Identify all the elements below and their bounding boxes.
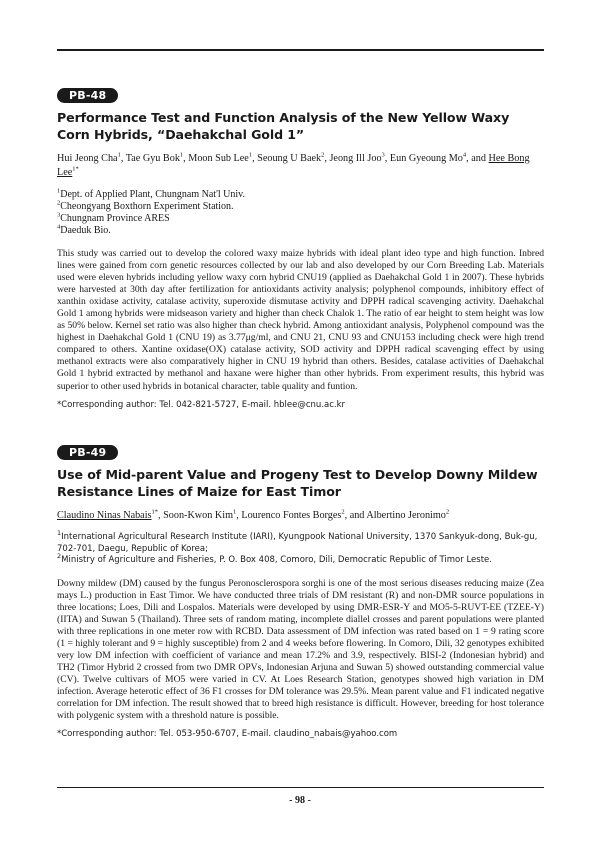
abstract-text: Downy mildew (DM) caused by the fungus Peronosclerospora sorghi is one of the most serious diseases reducing maize (Zea mays L.) production in East Timor. We have conducted three trials of DM resistant (R) and non-DMR source populations in three locations; Loes, Dili and Lospalos. Materials were developed by using DMR-ESR-Y and MO5-5-RUVT-EE (TZEE-Y) (IITA) and Suwan 5 (Thailand). Three sets of random mating, incomplete diallel crosses and parent populations were planted with three replications in one meter row with RCBD. Data assessment of DM infection was rated based on 1 = 9 rating score (1 = highly tolerant and 9 = highly susceptible) from 2 and 4 weeks before flowering. In Comoro, Dili, 32 genotypes exhibited very low DM infection with coefficient of variance and mean 17.2% and 3.9, respectively. BISI-2 (Indonesian hybrid) and TH2 (Timor Hybrid 2 crossed from two DMR OPVs, Indonesian Arjuna and Suwan 5) showed outstanding commercial value (CV). Twelve cultivars of MO5 were varied in CV. At Loes Research Station, genotypes showed high variation in DM infection. Average heterotic effect of 36 F1 crosses for DM tolerance was 29.5%. Mean parent value and F1 indicated negative correlation for DM infection. The result showed that to breed high resistance is difficult. However, breeding for host tolerance with polygenic system with a threshold nature is possible. <box>57 577 544 722</box>
article-id-badge: PB-49 <box>57 445 118 460</box>
article-title: Use of Mid-parent Value and Progeny Test to Develop Downy Mildew Resistance Lines of Maize for East Timor <box>57 467 538 499</box>
abstract-text: This study was carried out to develop the colored waxy maize hybrids with ideal plant ideo type and high function. Inbred lines were gained from corn genetic resources collected by our lab and also developed by our Corn Breeding Lab. Materials used were eleven hybrids including yellow waxy corn hybrid CNU19 (applied as Daehakchal Gold 1 in 2007). These hybrids were harvested at 30th day after fertilization for antioxidants activity analysis; polyphenol compounds, inhibitory effect of xanthin oxidase activity, catalase activity, superoxide dismutase activity and DPPH radical scavenging activity. Daehakchal Gold 1 among hybrids were midseason variety and higher than check Chalok 1. The ratio of ear height to stem height was low as 50% below. Kernel set ratio was also higher than check hybrid. Among antioxidant analysis, Polyphenol compound was the highest in Daehakchal Gold 1 (CNU 19) as 3.77μg/ml, and CNU 21, CNU 93 and CNU153 including check were high trend compared to others. Xantine oxidase(OX) catalase activity, SOD activity and DPPH radical scavenging effect by using methanol extracts were also comparatively higher in CNU 19 hybrid than others. Besides, catalase activities of Daehakchal Gold 1 hybrid extracted by methanol and haxane were higher than other hybrids. From experiment results, this hybrid was superior to other used hybrids in botanical character, table quality and funtion. <box>57 248 544 392</box>
author: Lourenco Fontes Borges$^2$, and <box>241 508 367 521</box>
author: Seoung U Baek$^2$, <box>257 151 330 164</box>
top-rule <box>57 49 544 51</box>
author: Eun Gyeoung Mo$^4$, and <box>389 151 489 164</box>
affiliation-list <box>57 529 544 567</box>
author-list <box>57 152 544 180</box>
corresponding-author-note: *Corresponding author: Tel. 042-821-5727, E-mail. hblee@cnu.ac.kr <box>57 399 346 410</box>
article-id-badge: PB-48 <box>57 88 118 103</box>
author: Tae Gyu Bok$^1$, <box>125 151 189 164</box>
affiliation: $^2$Ministry of Agriculture and Fisheries, P. O. Box 408, Comoro, Dili, Democratic Republic of Timor Leste. <box>57 552 492 565</box>
affiliation: $^3$Chungnam Province ARES <box>57 211 170 224</box>
article-pb-49 <box>57 443 544 740</box>
corresponding-author: Claudino Ninas Nabais$^{1*}$, <box>57 508 164 521</box>
affiliation: $^4$Daeduk Bio. <box>57 223 111 236</box>
corresponding-author-note: *Corresponding author: Tel. 053-950-6707, E-mail. claudino_nabais@yahoo.com <box>57 729 398 740</box>
corresponding-author: Hee Bong Lee$^{1*}$ <box>57 153 530 178</box>
affiliation: $^1$Dept. of Applied Plant, Chungnam Nat'l Univ. <box>57 187 245 200</box>
article-pb-48 <box>57 86 544 411</box>
page-number: - 98 - <box>289 795 311 806</box>
author: Albertino Jeronimo$^2$ <box>366 508 450 521</box>
author: Jeong Ill Joo$^3$, <box>329 151 390 164</box>
affiliation: $^2$Cheongyang Boxthorn Experiment Station. <box>57 199 234 212</box>
affiliation-list <box>57 189 544 237</box>
author-list <box>57 509 544 523</box>
author: Moon Sub Lee$^1$, <box>188 151 258 164</box>
author: Hui Jeong Cha$^1$, <box>57 151 126 164</box>
bottom-rule <box>57 787 544 788</box>
affiliation: $^1$International Agricultural Research Institute (IARI), Kyungpook National University, 1370 Sankyuk-dong, Buk-gu, 702-701, Daegu, Republic of Korea; <box>57 529 538 554</box>
article-title: Performance Test and Function Analysis of the New Yellow Waxy Corn Hybrids, “Daehakchal Gold 1” <box>57 110 510 142</box>
author: Soon-Kwon Kim$^1$, <box>163 508 242 521</box>
